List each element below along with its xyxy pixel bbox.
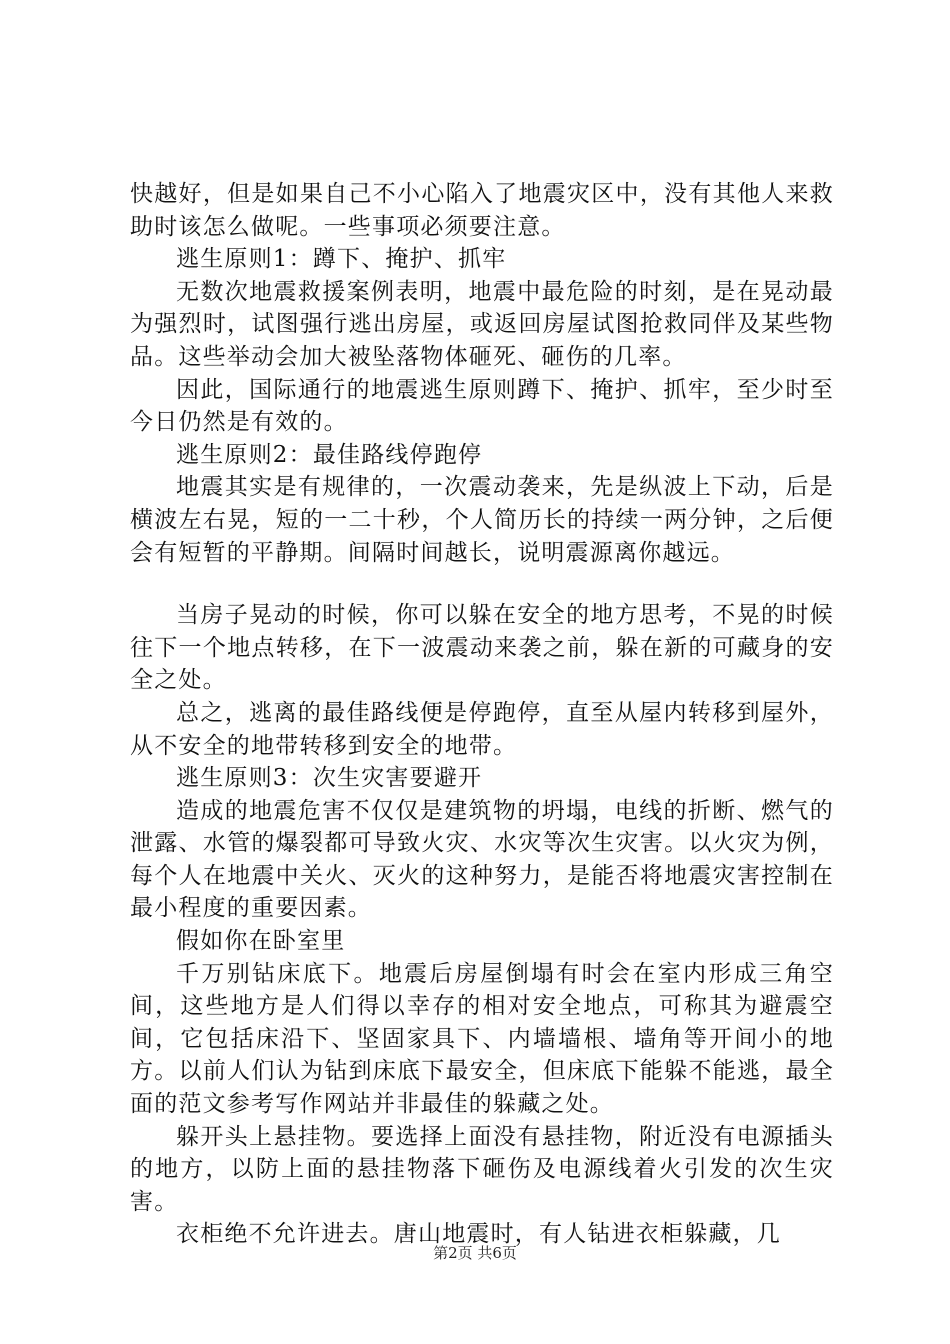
page-footer	[0, 1243, 950, 1263]
paragraph: 总之，逃离的最佳路线便是停跑停，直至从屋内转移到屋外，从不安全的地带转移到安全的地带。	[130, 699, 834, 759]
section-heading-bedroom: 假如你在卧室里	[176, 928, 346, 955]
paragraph: 造成的地震危害不仅仅是建筑物的坍塌，电线的折断、燃气的泄露、水管的爆裂都可导致火灾、水灾等次生灾害。以火灾为例，每个人在地震中关火、灭火的这种努力，是能否将地震灾害控制在最小程度的重要因素。	[130, 797, 834, 922]
paragraph: 地震其实是有规律的，一次震动袭来，先是纵波上下动，后是横波左右晃，短的一二十秒，个人简历长的持续一两分钟，之后便会有短暂的平静期。间隔时间越长，说明震源离你越远。	[130, 474, 834, 566]
paragraph: 躲开头上悬挂物。要选择上面没有悬挂物，附近没有电源插头的地方，以防上面的悬挂物落下砸伤及电源线着火引发的次生灾害。	[130, 1123, 834, 1215]
paragraph: 衣柜绝不允许进去。唐山地震时，有人钻进衣柜躲藏，几	[176, 1221, 781, 1248]
paragraph: 无数次地震救援案例表明，地震中最危险的时刻，是在晃动最为强烈时，试图强行逃出房屋，或返回房屋试图抢救同伴及某些物品。这些举动会加大被坠落物体砸死、砸伤的几率。	[130, 278, 834, 370]
paragraph: 当房子晃动的时候，你可以躲在安全的地方思考，不晃的时候往下一个地点转移，在下一波震动来袭之前，躲在新的可藏身的安全之处。	[130, 602, 834, 694]
paragraph-gap	[130, 569, 834, 599]
section-heading-rule-1: 逃生原则1：蹲下、掩护、抓牢	[176, 246, 507, 273]
section-heading-rule-3: 逃生原则3：次生灾害要避开	[176, 765, 483, 792]
paragraph: 千万别钻床底下。地震后房屋倒塌有时会在室内形成三角空间，这些地方是人们得以幸存的相对安全地点，可称其为避震空间，它包括床沿下、坚固家具下、内墙墙根、墙角等开间小的地方。以前人们认为钻到床底下最安全，但床底下能躲不能逃，最全面的范文参考写作网站并非最佳的躲藏之处。	[130, 960, 834, 1118]
section-heading-rule-2: 逃生原则2：最佳路线停跑停	[176, 441, 483, 468]
page-number-label: 第2页 共6页	[433, 1244, 517, 1262]
paragraph-continued: 快越好，但是如果自己不小心陷入了地震灾区中，没有其他人来救助时该怎么做呢。一些事项必须要注意。	[130, 181, 834, 240]
document-body	[130, 178, 834, 1251]
paragraph: 因此，国际通行的地震逃生原则蹲下、掩护、抓牢，至少时至今日仍然是有效的。	[130, 376, 834, 436]
